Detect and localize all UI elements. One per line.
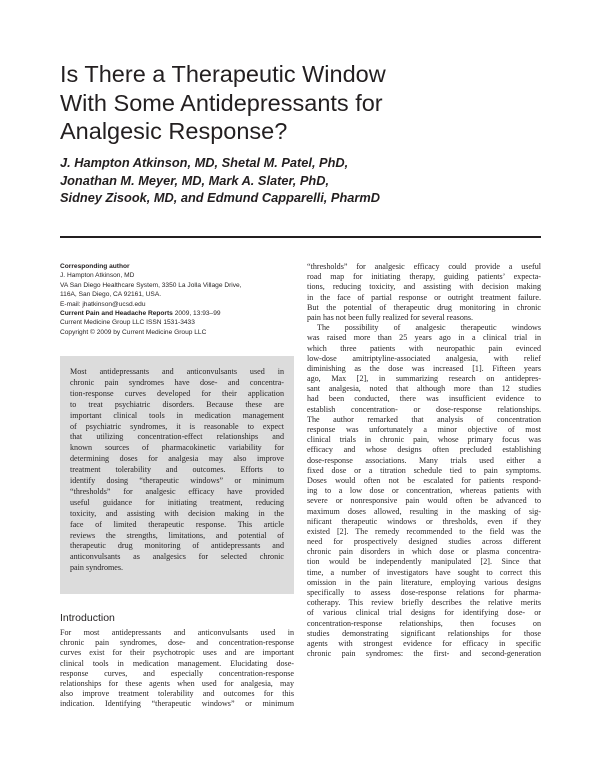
text-line: Doses would often not be escalated for patients respond-	[307, 475, 541, 485]
text-line: chronic pain syndromes have dose- and concentra-	[70, 377, 284, 387]
text-line: which three patients with neuropathic pain evinced	[307, 343, 541, 353]
text-line: The possibility of analgesic therapeutic windows	[317, 323, 541, 333]
text-line: had been conducted, there was insufficient evidence to	[307, 394, 541, 404]
text-line: clinical trials in chronic pain, whose primary focus was	[307, 435, 541, 445]
volume-pages: 2009, 13:93–99	[172, 310, 221, 318]
left-column-text	[60, 628, 294, 710]
text-line: tion-response curves developed for their application	[70, 388, 284, 398]
title-line: Is There a Therapeutic Window	[60, 61, 386, 87]
journal-name: Current Pain and Headache Reports	[60, 310, 173, 318]
text-line: therapeutic drug monitoring of antidepressants and	[70, 541, 284, 551]
text-line: chronic pain syndromes: the first- and second-generation	[307, 649, 541, 659]
text-line: chronic pain disorders in which dose or plasma concentra-	[307, 547, 541, 557]
text-line: of various clinical trial designs for identifying dose- or	[307, 608, 541, 618]
text-line: “thresholds” for analgesic efficacy have provided	[70, 486, 284, 496]
text-line: ing to a low dose or concentration, whereas patients with	[307, 486, 541, 496]
author-line: Jonathan M. Meyer, MD, Mark A. Slater, PhD,	[60, 172, 330, 188]
text-line: pain syndromes.	[70, 563, 124, 573]
text-line: relationships for these agents when used for analgesia, may	[60, 678, 294, 688]
text-line: treatment tolerability and outcomes. Efforts to	[70, 465, 284, 475]
text-line: reviews the strengths, limitations, and potential of	[70, 530, 284, 540]
text-line: studies demonstrating significant relationships for those	[307, 628, 541, 638]
text-line: Most antidepressants and anticonvulsants used in	[70, 367, 284, 376]
text-line: was raised more than 25 years ago in a clinical trial in	[307, 333, 541, 343]
text-line: existed [2]. The remedy recommended to the field was the	[307, 526, 541, 536]
text-line: clinical tools in medication management. Elucidating dose-	[60, 658, 294, 668]
text-line: But the potential of therapeutic drug monitoring in chronic	[307, 302, 541, 312]
address-line: J. Hampton Atkinson, MD	[60, 272, 135, 280]
publisher-line: Current Medicine Group LLC ISSN 1531-3433	[60, 319, 195, 327]
text-line: indication. Identifying “therapeutic windows” or minimum	[60, 699, 294, 709]
text-line: in the face of partial response or outright treatment failure.	[307, 292, 541, 302]
text-line: The author remarked that analysis of concentration	[307, 414, 541, 424]
text-line: that utilizing concentration-effect relationships and	[70, 432, 284, 442]
address-line: VA San Diego Healthcare System, 3350 La Jolla Village Drive,	[60, 281, 242, 289]
text-line: face of limited therapeutic response. This article	[70, 519, 284, 529]
author-line: Sidney Zisook, MD, and Edmund Capparelli, PharmD	[60, 190, 380, 205]
text-line: dose-response associations. Many trials used either a	[307, 455, 541, 465]
text-line: maximum doses allowed, resulting in the masking of sig-	[307, 506, 541, 516]
text-line: road map for initiating therapy, guiding patients’ expecta-	[307, 272, 541, 282]
text-line: concentration-response relationships, then focuses on	[307, 618, 541, 628]
title-line: Analgesic Response?	[60, 118, 288, 144]
text-line: to treat psychiatric disorders. Because these are	[70, 399, 284, 409]
text-line: useful guidance for initiating treatment, reducing	[70, 497, 284, 507]
text-line: severe or nonresponsive pain would often be advanced to	[307, 496, 541, 506]
text-line: tions, reducing toxicity, and assisting with decision making	[307, 282, 541, 292]
text-line: cotherapy. This review briefly describes the relative merits	[307, 598, 541, 608]
text-line: response was unfortunately a minor objective of most	[307, 425, 541, 434]
text-line: chronic pain syndromes, dose- and concentration-response	[60, 638, 294, 648]
text-line: tion would be independently manipulated [2]. Since that	[307, 557, 541, 567]
email-line: E-mail: jhatkinson@ucsd.edu	[60, 300, 146, 308]
text-line: time, a number of investigators have sought to correct this	[307, 567, 541, 577]
title-divider	[60, 236, 541, 238]
article-title	[60, 60, 540, 146]
text-line: low-dose amitriptyline-associated analgesia, with relief	[307, 353, 541, 363]
text-line: fixed dose or a titration schedule tied to pain symptoms.	[307, 465, 541, 475]
text-line: For most antidepressants and anticonvulsants used in	[60, 628, 294, 637]
abstract-box	[60, 356, 294, 594]
text-line: response curves, and especially concentration-response	[60, 668, 294, 678]
text-line: important clinical tools in medication management	[70, 410, 284, 420]
text-line: determining doses for analgesia may also improve	[70, 454, 284, 464]
text-line: diminishing as the dose was increased [1]. Fifteen years	[307, 363, 541, 373]
citation-line	[60, 309, 300, 318]
right-column-text	[307, 262, 541, 659]
text-line: omission in the pain literature, employing various designs	[307, 577, 541, 587]
text-line: efficacy and whose designs often precluded establishing	[307, 445, 541, 455]
text-line: “thresholds” for analgesic efficacy could provide a useful	[307, 262, 541, 271]
text-line: pain has not been fully realized for several reasons.	[307, 312, 474, 322]
corresponding-author-label: Corresponding author	[60, 263, 130, 270]
address-line: 116A, San Diego, CA 92161, USA.	[60, 291, 162, 299]
text-line: ago, Max [2], in summarizing research on antidepres-	[307, 374, 541, 384]
text-line: toxicity, and assisting with decision making in the	[70, 508, 284, 518]
author-list	[60, 154, 540, 207]
correspondence-block	[60, 262, 300, 337]
text-line: anticonvulsants as analgesics for selected chronic	[70, 552, 284, 562]
text-line: of psychiatric syndromes, it is reasonable to expect	[70, 421, 284, 431]
text-line: need for prospectively designed studies across different	[307, 537, 541, 547]
author-line: J. Hampton Atkinson, MD, Shetal M. Patel, PhD,	[60, 155, 349, 170]
copyright-line: Copyright © 2009 by Current Medicine Group LLC	[60, 328, 207, 336]
text-line: sant analgesia, noted that although more than 12 studies	[307, 384, 541, 394]
text-line: agents with strongest evidence for efficacy in specific	[307, 638, 541, 648]
text-line: curves exist for their psychotropic uses and are important	[60, 648, 294, 658]
text-line: nificant therapeutic windows or thresholds, even if they	[307, 516, 541, 526]
introduction-heading: Introduction	[60, 612, 115, 624]
text-line: identify dosing “therapeutic windows” or minimum	[70, 476, 284, 485]
text-line: establish concentration- or dose-response relationships.	[307, 404, 541, 414]
text-line: specifically to assess dose-response relations for pharma-	[307, 588, 541, 597]
text-line: known sources of pharmacokinetic variability for	[70, 443, 284, 453]
title-line: With Some Antidepressants for	[60, 89, 383, 116]
text-line: also improve treatment tolerability and outcomes for this	[60, 689, 294, 699]
